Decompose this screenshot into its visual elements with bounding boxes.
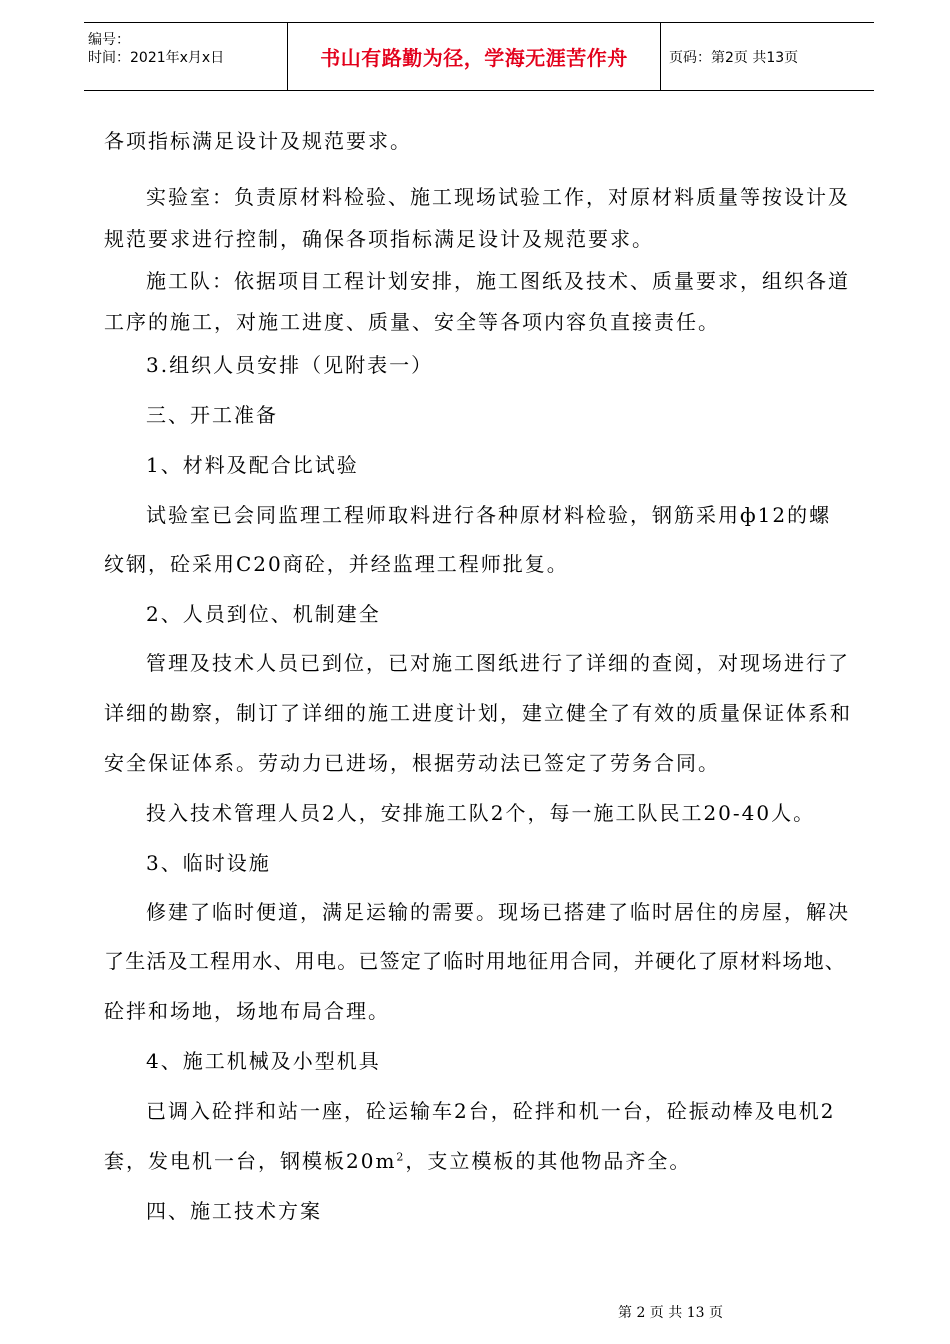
subsection-heading: 2、人员到位、机制建全: [146, 602, 381, 626]
header-left-cell: [84, 23, 286, 90]
superscript: 2: [396, 1150, 406, 1164]
text-line: 了生活及工程用水、用电。已签定了临时用地征用合同，并硬化了原材料场地、: [104, 949, 846, 973]
header-page-cell: [661, 23, 882, 90]
page-info: 页码：第2页 共13页: [669, 49, 799, 66]
text-line: 各项指标满足设计及规范要求。: [104, 129, 412, 153]
motto: 书山有路勤为径，学海无涯苦作舟: [320, 46, 628, 70]
text-segment: ，支立模板的其他物品齐全。: [405, 1149, 692, 1173]
date-label: 时间：2021年x月x日: [88, 50, 225, 66]
text-line: 3.组织人员安排（见附表一）: [146, 353, 434, 377]
text-line: 实验室：负责原材料检验、施工现场试验工作，对原材料质量等按设计及: [146, 185, 850, 209]
section-heading: 四、施工技术方案: [146, 1199, 322, 1223]
text-line: 试验室已会同监理工程师取料进行各种原材料检验，钢筋采用ф12的螺: [146, 503, 832, 527]
serial-label: 编号：: [88, 32, 130, 48]
text-line: 安全保证体系。劳动力已进场，根据劳动法已签定了劳务合同。: [104, 751, 720, 775]
subsection-heading: 1、材料及配合比试验: [146, 453, 359, 477]
header-motto-cell: [287, 23, 661, 90]
text-line: 纹钢，砼采用C20商砼，并经监理工程师批复。: [104, 552, 569, 576]
text-line: 管理及技术人员已到位，已对施工图纸进行了详细的查阅，对现场进行了: [146, 651, 850, 675]
text-line: 砼拌和场地，场地布局合理。: [104, 999, 390, 1023]
subsection-heading: 4、施工机械及小型机具: [146, 1049, 381, 1073]
footer-page-number: 第 2 页 共 13 页: [618, 1305, 723, 1321]
page-header: [84, 22, 874, 91]
text-segment: 套，发电机一台，钢模板20m: [104, 1149, 397, 1173]
text-line: 修建了临时便道，满足运输的需要。现场已搭建了临时居住的房屋，解决: [146, 900, 850, 924]
section-heading: 三、开工准备: [146, 403, 278, 427]
text-line: 已调入砼拌和站一座，砼运输车2台，砼拌和机一台，砼振动棒及电机2: [146, 1099, 836, 1123]
text-line: 投入技术管理人员2人，安排施工队2个，每一施工队民工20-40人。: [146, 801, 816, 825]
text-line: 施工队：依据项目工程计划安排，施工图纸及技术、质量要求，组织各道: [146, 269, 850, 293]
text-line-with-superscript: [104, 1138, 864, 1184]
text-line: 规范要求进行控制，确保各项指标满足设计及规范要求。: [104, 227, 654, 251]
text-line: 工序的施工，对施工进度、质量、安全等各项内容负直接责任。: [104, 310, 720, 334]
subsection-heading: 3、临时设施: [146, 851, 271, 875]
text-line: 详细的勘察，制订了详细的施工进度计划，建立健全了有效的质量保证体系和: [104, 701, 852, 725]
